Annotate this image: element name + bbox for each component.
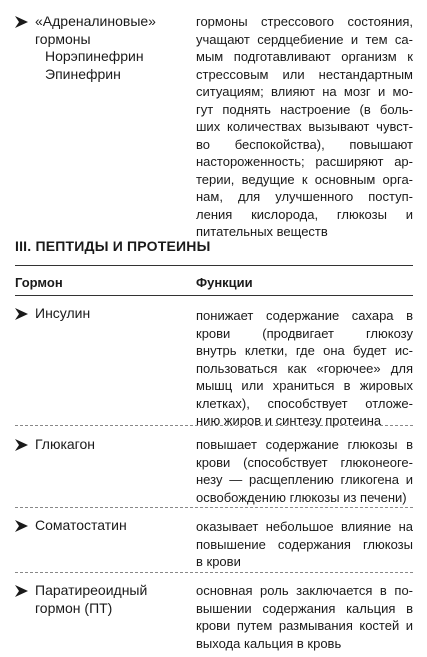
function-text-glucagon <box>196 436 413 506</box>
function-line: настороженность; расширяют ар- <box>196 154 413 169</box>
function-line: крови (продвигает глюкозу <box>196 325 413 341</box>
function-line: выхода кальция в кровь <box>196 635 342 651</box>
hormone-entry-glucagon <box>15 436 190 456</box>
function-line: питательных веществ <box>196 224 328 239</box>
row-separator <box>15 507 413 508</box>
function-line: повышение содержания глюкозы <box>196 536 413 552</box>
hormone-sub-item: Эпинефрин <box>45 65 121 82</box>
function-line: вышении содержания кальция в <box>196 600 413 616</box>
function-line: крови путем размывания костей и <box>196 618 413 633</box>
function-line: нию жиров и синтезу протеина <box>196 413 382 428</box>
column-header-hormone: Гормон <box>15 275 63 290</box>
hormone-name: Соматостатин <box>35 517 127 533</box>
section-rule <box>15 265 413 266</box>
function-line: ления кислорода, глюкозы и <box>196 206 413 222</box>
function-line: учащают сердцебиение и тем са- <box>196 31 413 47</box>
function-line: незу — расщеплению гликогена и <box>196 472 413 487</box>
hormone-name-line: гормон (ПТ) <box>35 599 113 616</box>
arrow-bullet-icon <box>15 520 28 532</box>
arrow-bullet-icon <box>15 16 28 28</box>
function-line: клетках), способствует отложе- <box>196 395 413 411</box>
function-line: мышц или храниться в жировых <box>196 378 413 393</box>
column-header-functions: Функции <box>196 275 253 290</box>
hormone-name-line: Паратиреоидный <box>35 582 148 598</box>
function-line: мым подготавливают организм к <box>196 49 413 64</box>
function-line: повышает содержание глюкозы в <box>196 437 413 452</box>
header-rule <box>15 295 413 296</box>
hormone-entry-somatostatin <box>15 517 190 537</box>
function-text-parathyroid <box>196 582 413 652</box>
function-line: гут поднять настроение (в боль- <box>196 101 413 117</box>
function-line: понижает содержание сахара в <box>196 308 413 323</box>
function-line: в крови <box>196 554 241 569</box>
hormone-entry-adrenaline <box>15 13 190 93</box>
function-text-somatostatin <box>196 518 413 571</box>
function-line: терии, ведущие к основным орга- <box>196 171 413 187</box>
function-text-adrenaline <box>196 13 413 241</box>
function-line: пользоваться как «горючее» для <box>196 360 413 376</box>
function-line: нам, для улучшенного поступ- <box>196 189 413 204</box>
arrow-bullet-icon <box>15 308 28 320</box>
function-line: крови (способствует глюконеоге- <box>196 454 413 470</box>
row-separator <box>15 425 413 426</box>
function-line: стрессовым или нестандартным <box>196 66 413 82</box>
arrow-bullet-icon <box>15 439 28 451</box>
function-text-insulin <box>196 307 413 430</box>
function-line: ситуациям; влияют на мозг и мо- <box>196 84 413 99</box>
function-line: во беспокойства), повышают <box>196 136 413 152</box>
hormone-name-line: гормоны <box>35 30 91 47</box>
function-line: основная роль заключается в по- <box>196 583 413 598</box>
hormone-entry-parathyroid <box>15 582 190 618</box>
section-title: III. ПЕПТИДЫ И ПРОТЕИНЫ <box>15 238 211 254</box>
hormone-sub-item: Норэпинефрин <box>45 48 144 64</box>
function-line: оказывает небольшое влияние на <box>196 519 413 534</box>
function-line: гормоны стрессового состояния, <box>196 14 413 29</box>
hormone-name: Глюкагон <box>35 436 95 452</box>
hormone-name-line: «Адреналиновые» <box>35 13 156 29</box>
hormone-name: Инсулин <box>35 305 91 321</box>
function-line: внутрь клетки, где она будет ис- <box>196 343 413 358</box>
arrow-bullet-icon <box>15 585 28 597</box>
row-separator <box>15 572 413 573</box>
function-line: ших количествах вызывают чувст- <box>196 119 413 134</box>
function-line: освобождению глюкозы из печени) <box>196 489 407 505</box>
hormone-entry-insulin <box>15 305 190 325</box>
